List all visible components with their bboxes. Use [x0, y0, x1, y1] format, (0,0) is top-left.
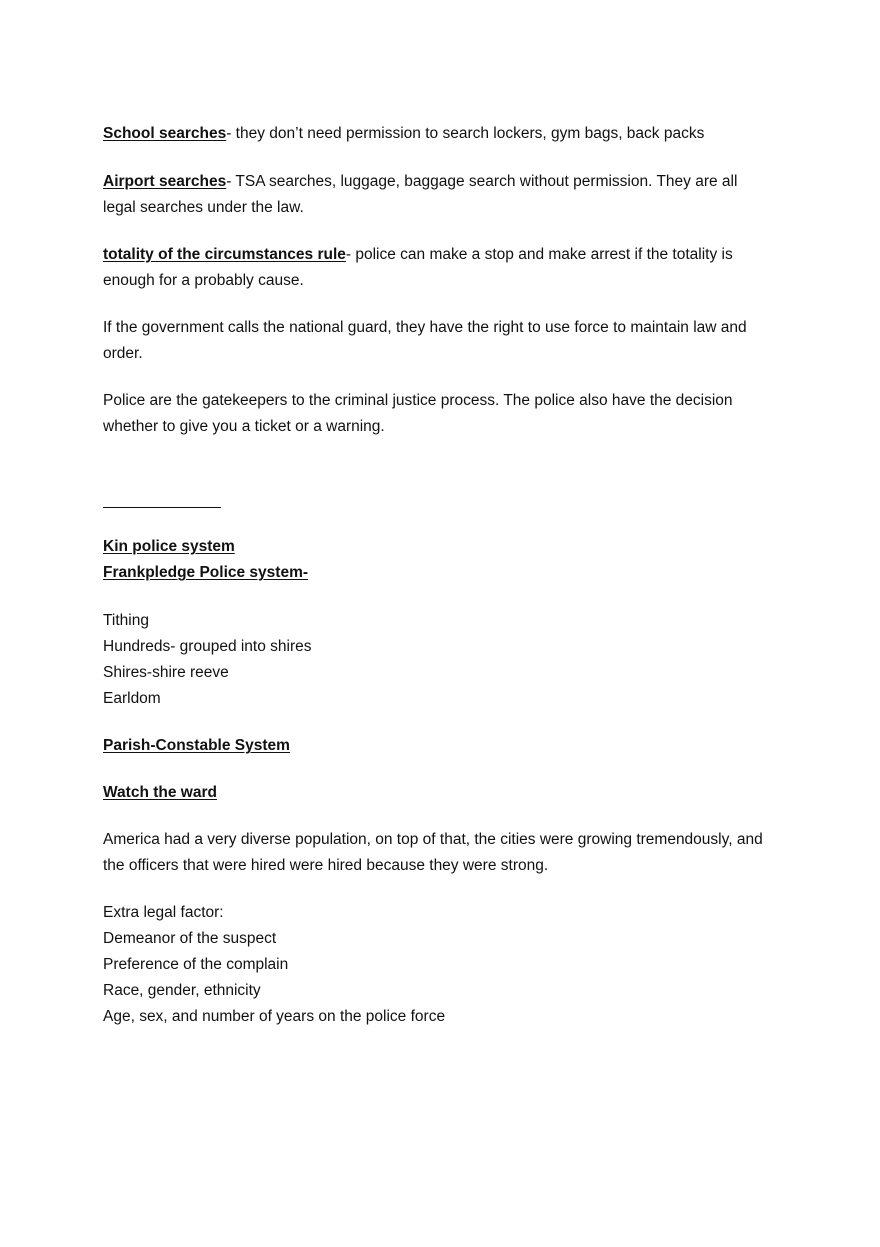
- list-item: Preference of the complain: [103, 956, 289, 973]
- airport-searches-paragraph: [103, 169, 773, 221]
- list-item: Shires-shire reeve: [103, 664, 229, 681]
- america-paragraph: America had a very diverse population, on top of that, the cities were growing tremendously, and the officers that were hired were hired because they were strong.: [103, 831, 763, 874]
- watch-ward-heading: Watch the ward: [103, 784, 217, 801]
- list-item: Hundreds- grouped into shires: [103, 638, 312, 655]
- national-guard-paragraph: If the government calls the national guard, they have the right to use force to maintain law and order.: [103, 319, 747, 362]
- school-searches-term: School searches: [103, 125, 227, 142]
- extra-legal-title: Extra legal factor:: [103, 904, 224, 921]
- list-item: Earldom: [103, 690, 161, 707]
- list-item: Age, sex, and number of years on the police force: [103, 1008, 446, 1025]
- kin-police-heading: Kin police system: [103, 538, 235, 555]
- frankpledge-heading: Frankpledge Police system-: [103, 564, 309, 581]
- school-searches-paragraph: [103, 121, 773, 147]
- school-searches-text: - they don’t need permission to search lockers, gym bags, back packs: [226, 125, 705, 142]
- list-item: Demeanor of the suspect: [103, 930, 277, 947]
- document-page: [103, 121, 773, 1030]
- totality-rule-term: totality of the circumstances rule: [103, 246, 346, 263]
- police-systems-headings: [103, 534, 773, 586]
- airport-searches-text: - TSA searches, luggage, baggage search without permission. They are all legal searches under the law.: [103, 173, 738, 216]
- list-item: Race, gender, ethnicity: [103, 982, 261, 999]
- separator-line: [103, 507, 221, 508]
- gatekeepers-paragraph: Police are the gatekeepers to the criminal justice process. The police also have the decision whether to give you a ticket or a warning.: [103, 392, 733, 435]
- airport-searches-term: Airport searches: [103, 173, 227, 190]
- parish-constable-heading: Parish-Constable System: [103, 737, 290, 754]
- totality-rule-text: - police can make a stop and make arrest if the totality is enough for a probably cause.: [103, 246, 733, 289]
- frankpledge-list: [103, 608, 773, 712]
- extra-legal-list: [103, 900, 773, 1030]
- list-item: Tithing: [103, 612, 149, 629]
- totality-rule-paragraph: [103, 242, 773, 294]
